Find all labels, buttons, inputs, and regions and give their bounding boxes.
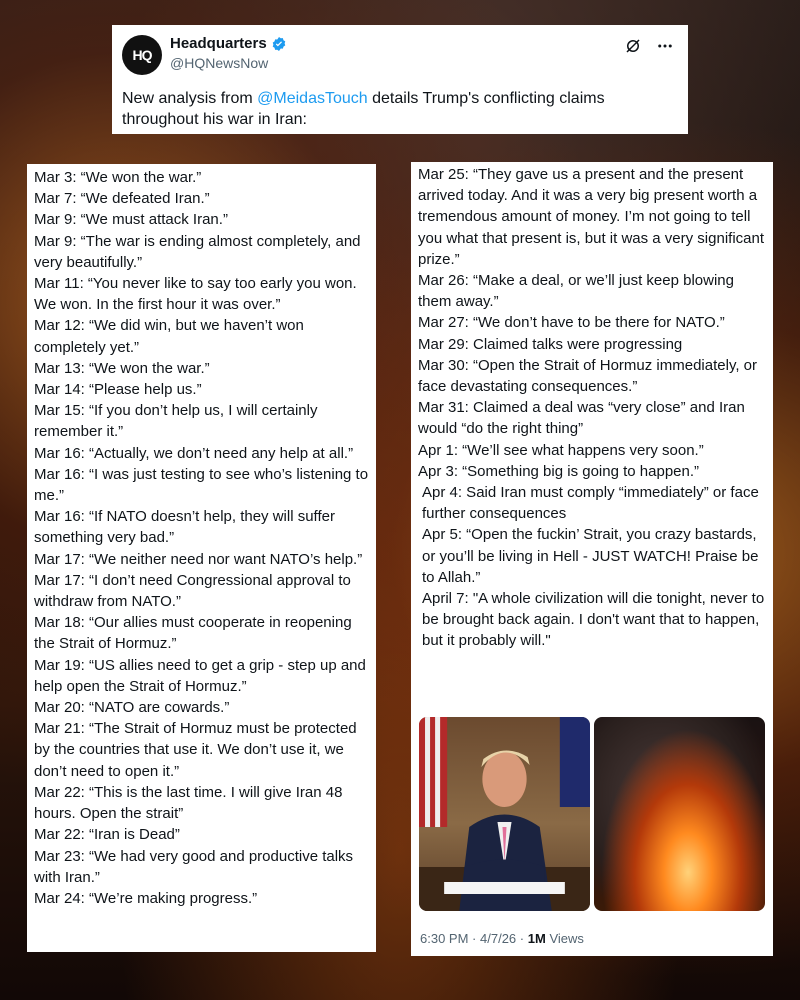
views-count: 1M <box>527 931 546 946</box>
quote-entry: Mar 12: “We did win, but we haven’t won completely yet.” <box>34 317 304 356</box>
quote-entry: Mar 14: “Please help us.” <box>34 381 202 399</box>
quote-entry: Mar 24: “We’re making progress.” <box>34 889 258 907</box>
avatar[interactable]: HQ <box>122 35 162 75</box>
verified-badge-icon <box>271 36 287 52</box>
meta-separator: · <box>519 931 525 946</box>
quote-entry: Mar 16: “I was just testing to see who’s listening to me.” <box>34 465 369 505</box>
post-meta <box>420 928 584 949</box>
tweet-text-prefix: New analysis from <box>122 90 258 107</box>
quote-entry: Mar 26: “Make a deal, or we’ll just keep blowing them away.” <box>418 272 734 311</box>
fire-photo[interactable] <box>594 717 765 911</box>
quote-entry: Apr 3: “Something big is going to happen.” <box>418 462 700 480</box>
quote-entry: Mar 20: “NATO are cowards.” <box>34 699 230 717</box>
quote-entry: Mar 22: “This is the last time. I will give Iran 48 hours. Open the strait” <box>34 783 343 823</box>
quote-entry: Mar 16: “Actually, we don’t need any help at all.” <box>34 444 354 462</box>
quote-entry: Mar 31: Claimed a deal was “very close” and Iran would “do the right thing” <box>418 399 745 438</box>
quote-entry: Mar 19: “US allies need to get a grip - step up and help open the Strait of Hormuz.” <box>34 656 366 695</box>
post-time[interactable]: 6:30 PM <box>420 931 469 946</box>
tweet-text-suffix: details Trump's conflicting claims throughout his war in Iran: <box>122 90 605 128</box>
quote-entry: Apr 5: “Open the fuckin’ Strait, you crazy bastards, or you’ll be living in Hell - JUST WATCH! Praise be to Allah.” <box>422 526 759 586</box>
display-name[interactable]: Headquarters <box>170 35 267 52</box>
trump-photo-image <box>419 717 590 911</box>
trump-photo[interactable] <box>419 717 590 911</box>
embedded-photos <box>419 717 765 911</box>
quote-entry: Mar 9: “The war is ending almost completely, and very beautifully.” <box>34 232 361 271</box>
quote-entry: Mar 15: “If you don’t help us, I will certainly remember it.” <box>34 402 318 441</box>
tweet-card[interactable] <box>112 25 688 134</box>
quote-entry: Mar 21: “The Strait of Hormuz must be protected by the countries that use it. We don’t use it, we don’t need to open it.” <box>34 720 357 780</box>
tweet-text <box>122 88 672 130</box>
tweet-actions <box>624 37 674 55</box>
views-label: Views <box>549 931 584 946</box>
grok-icon[interactable] <box>624 37 642 55</box>
left-quote-list <box>27 164 376 952</box>
quote-entry: April 7: "A whole civilization will die tonight, never to be brought back again. I don't want that to happen, but it probably will." <box>422 590 765 650</box>
quote-entry: Mar 17: “I don’t need Congressional approval to withdraw from NATO.” <box>34 571 351 611</box>
quote-entry: Apr 1: “We’ll see what happens very soon.” <box>418 441 704 459</box>
quote-entry: Mar 22: “Iran is Dead” <box>34 826 180 844</box>
more-icon[interactable] <box>656 37 674 55</box>
mention-link[interactable]: @MeidasTouch <box>257 90 368 107</box>
quote-entry: Mar 23: “We had very good and productive talks with Iran.” <box>34 847 354 886</box>
quote-entry: Mar 9: “We must attack Iran.” <box>34 211 228 229</box>
quote-entry: Mar 16: “If NATO doesn’t help, they will suffer something very bad.” <box>34 508 335 547</box>
quote-entry: Mar 27: “We don’t have to be there for NATO.” <box>418 314 725 332</box>
quote-entry: Mar 30: “Open the Strait of Hormuz immediately, or face devastating consequences.” <box>418 356 758 396</box>
post-date[interactable]: 4/7/26 <box>480 931 517 946</box>
quote-entry: Mar 11: “You never like to say too early you won. We won. In the first hour it was over.” <box>34 275 357 314</box>
quote-entry: Mar 17: “We neither need nor want NATO’s help.” <box>34 550 363 568</box>
handle[interactable]: @HQNewsNow <box>170 55 269 71</box>
meta-separator: · <box>472 931 477 946</box>
quote-entry: Mar 13: “We won the war.” <box>34 359 210 377</box>
right-quote-list <box>411 162 773 956</box>
quote-entry: Mar 18: “Our allies must cooperate in reopening the Strait of Hormuz.” <box>34 614 352 653</box>
quote-entry: Mar 25: “They gave us a present and the present arrived today. And it was a very big present worth a tremendous amount of money. I’m not going to tell you what that present is, but it was a very significant prize.” <box>418 166 765 268</box>
quote-entry: Apr 4: Said Iran must comply “immediately” or face further consequences <box>422 484 759 523</box>
author-name-row <box>170 35 287 52</box>
quote-entry: Mar 7: “We defeated Iran.” <box>34 190 210 208</box>
quote-entry: Mar 29: Claimed talks were progressing <box>418 335 683 353</box>
quote-entry: Mar 3: “We won the war.” <box>34 169 202 186</box>
